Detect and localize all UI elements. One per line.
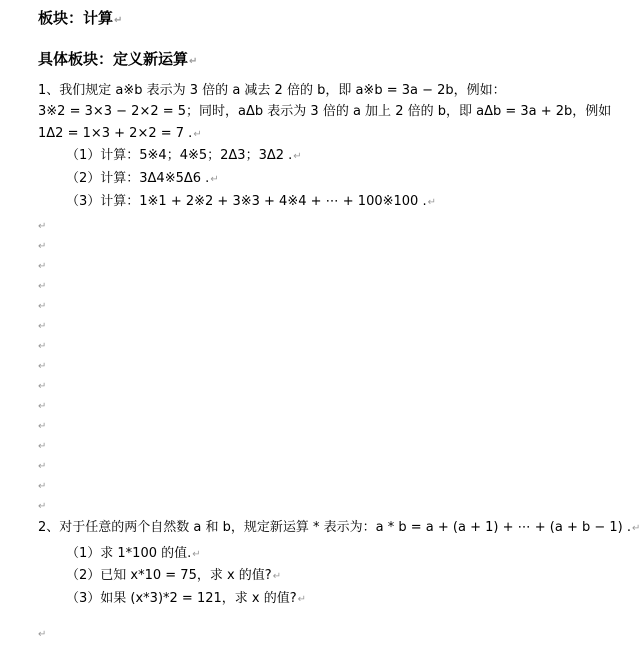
paragraph-mark: ↵: [297, 594, 307, 605]
paragraph-mark-empty-line: ↵: [38, 441, 47, 452]
paragraph-mark: ↵: [193, 129, 202, 140]
paragraph-mark: ↵: [272, 571, 282, 582]
paragraph-mark: ↵: [192, 549, 201, 560]
paragraph-mark: ↵: [631, 523, 641, 534]
paragraph-mark-empty-line: ↵: [38, 361, 47, 372]
paragraph-mark-empty-line: ↵: [38, 381, 47, 392]
subsection-heading: 具体板块：定义新运算↵: [38, 50, 198, 68]
problem1-item-2: （2）计算：3Δ4※5Δ6 .↵: [66, 171, 219, 186]
paragraph-mark-empty-line: ↵: [38, 421, 47, 432]
problem2-item-1: （1）求 1*100 的值.↵: [66, 546, 201, 561]
problem1-item-3: （3）计算：1※1 + 2※2 + 3※3 + 4※4 + ⋯ + 100※100 .↵: [66, 194, 436, 209]
paragraph-mark-empty-line: ↵: [38, 461, 47, 472]
paragraph-mark-final: ↵: [38, 629, 47, 640]
paragraph-mark-empty-line: ↵: [38, 241, 47, 252]
paragraph-mark-empty-line: ↵: [38, 481, 47, 492]
paragraph-mark-empty-line: ↵: [38, 321, 47, 332]
paragraph-mark: ↵: [427, 197, 436, 208]
problem2-statement: 2、对于任意的两个自然数 a 和 b，规定新运算 * 表示为：a * b = a + (a + 1) + ⋯ + (a + b − 1) .↵: [38, 520, 641, 535]
paragraph-mark: ↵: [189, 56, 198, 67]
paragraph-mark: ↵: [210, 174, 219, 185]
paragraph-mark-empty-line: ↵: [38, 221, 47, 232]
problem1-item-1: （1）计算：5※4；4※5；2Δ3；3Δ2 .↵: [66, 148, 302, 163]
problem2-item-3: （3）如果 (x*3)*2 = 121，求 x 的值?↵: [66, 591, 307, 606]
paragraph-mark: ↵: [293, 151, 302, 162]
paragraph-mark: ↵: [114, 15, 123, 26]
section-heading: 板块：计算↵: [38, 9, 123, 27]
problem1-statement-line2: 3※2 = 3×3 − 2×2 = 5；同时，aΔb 表示为 3 倍的 a 加上 2 倍的 b，即 aΔb = 3a + 2b，例如: [38, 104, 612, 119]
paragraph-mark-empty-line: ↵: [38, 281, 47, 292]
paragraph-mark-empty-line: ↵: [38, 261, 47, 272]
paragraph-mark-empty-line: ↵: [38, 401, 47, 412]
paragraph-mark-empty-line: ↵: [38, 501, 47, 512]
problem1-statement-line1: 1、我们规定 a※b 表示为 3 倍的 a 减去 2 倍的 b，即 a※b = 3a − 2b，例如：: [38, 83, 506, 98]
paragraph-mark-empty-line: ↵: [38, 301, 47, 312]
paragraph-mark-empty-line: ↵: [38, 341, 47, 352]
problem1-statement-line3: 1Δ2 = 1×3 + 2×2 = 7 .↵: [38, 126, 202, 141]
problem2-item-2: （2）已知 x*10 = 75，求 x 的值?↵: [66, 568, 282, 583]
